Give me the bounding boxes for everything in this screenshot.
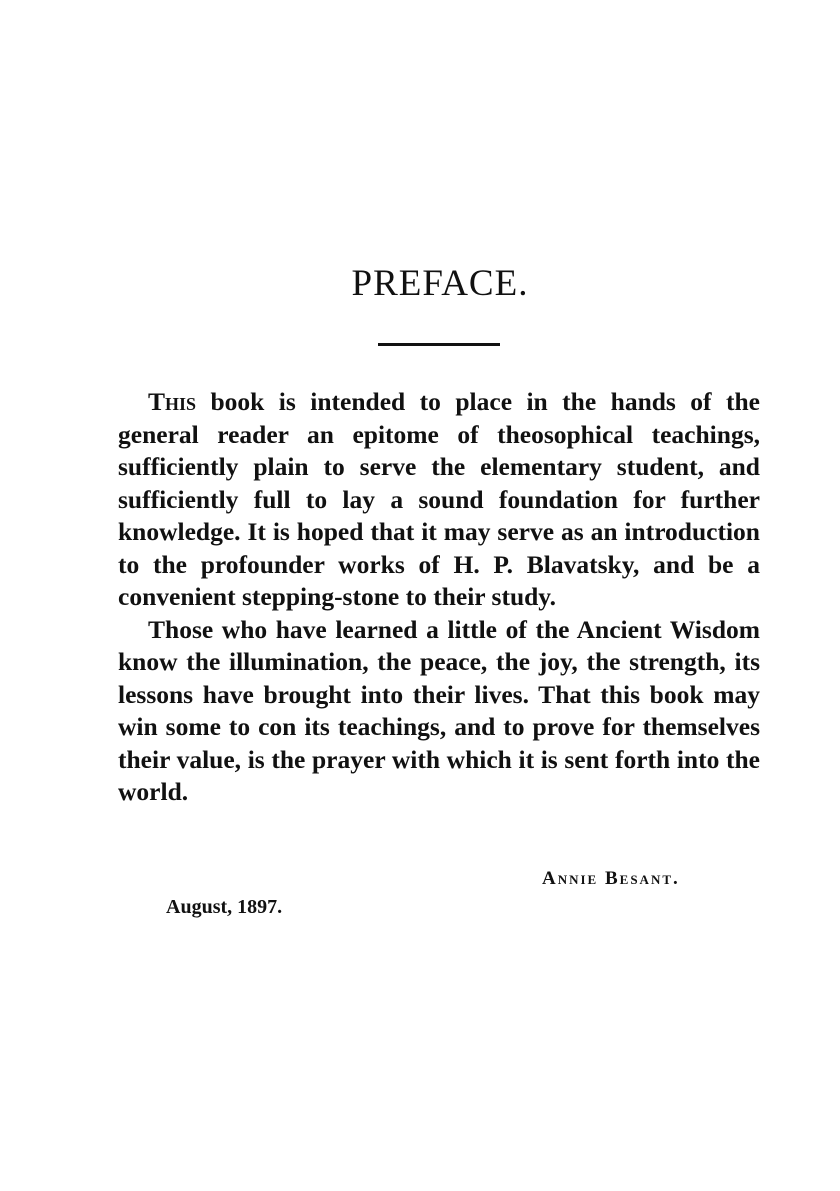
paragraph-2: Those who have learned a little of the Ancient Wisdom know the illumination, the peace, the joy, the strength, its lessons have brought into their lives. That this book may win some to con its teachings, and to prove for themselves their value, is the prayer with which it is sent forth into the world. xyxy=(118,614,760,806)
paragraph-1 xyxy=(118,386,760,614)
paragraph-1-first-word: This xyxy=(148,387,197,416)
page-title: PREFACE. xyxy=(351,263,529,304)
title-rule xyxy=(378,343,500,346)
preface-date: August, 1897. xyxy=(166,896,283,918)
author-signature: Annie Besant. xyxy=(542,868,680,889)
preface-body xyxy=(118,386,760,809)
paragraph-1-text: book is intended to place in the hands of the general reader an epitome of theosophical teachings, sufficiently plain to serve the elementary student, and sufficiently full to lay a sound foundation for further knowledge. It is hoped that it may serve as an introduction to the profounder works of H. P. Blavatsky, and be a convenient stepping-stone to their study. xyxy=(118,387,760,611)
